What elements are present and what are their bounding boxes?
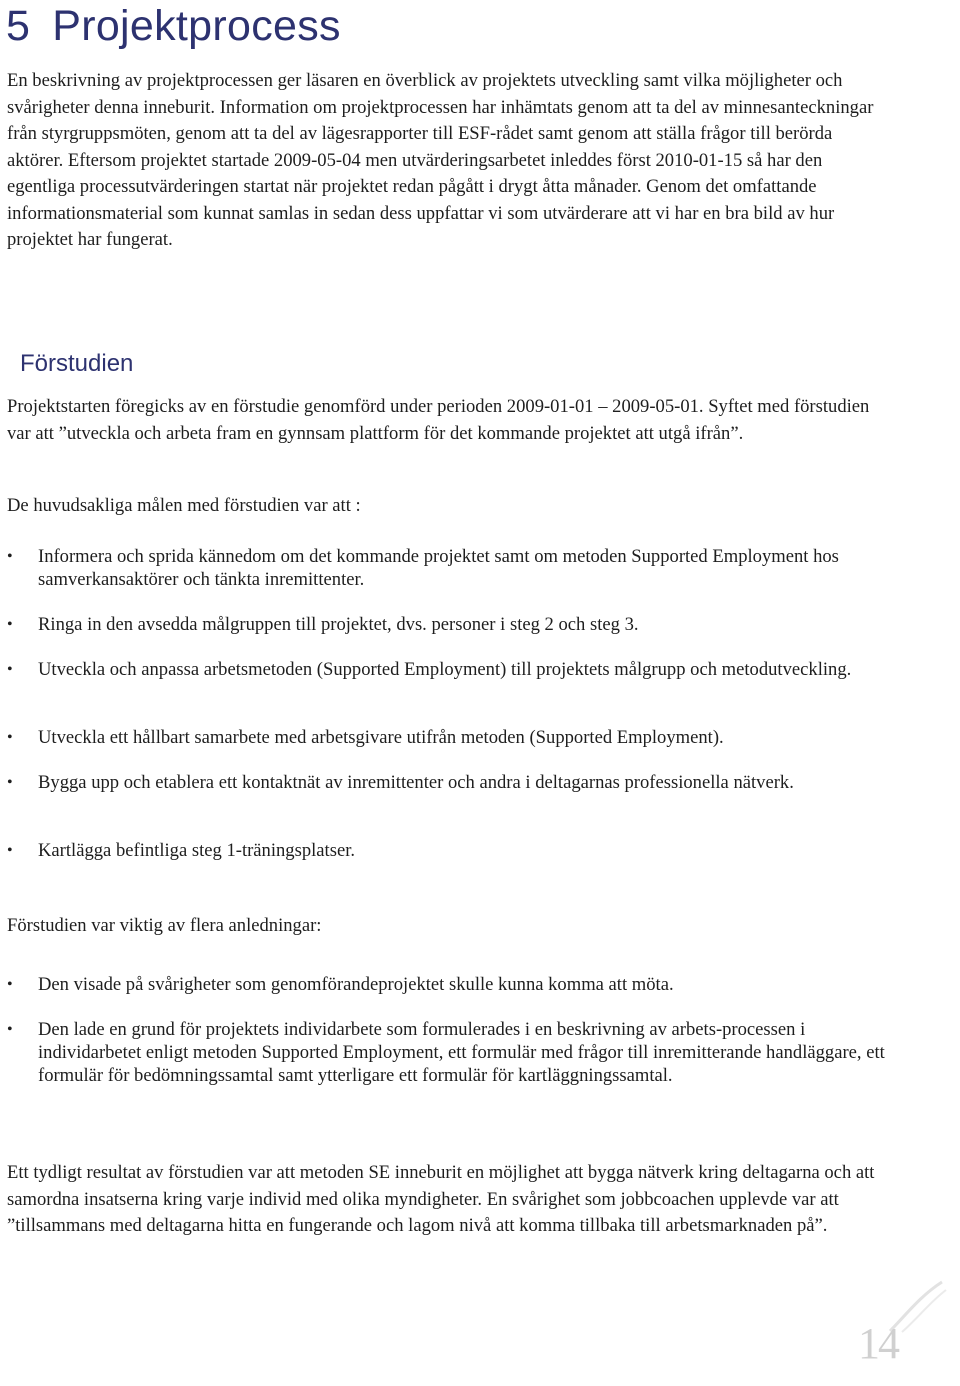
bullet-icon: • <box>7 976 13 993</box>
intro-paragraph: En beskrivning av projektprocessen ger läsaren en överblick av projektets utveckling samt vilka möjligheter och svårigheter denna inneburit. Information om projektprocessen har inhämtats genom att ta del av minnesanteckningar från styrgruppsmöten, genom att ta del av lägesrapporter till ESF-rådet samt genom att ställa frågor till berörda aktörer. Eftersom projektet startade 2009-05-04 men utvärderingsarbetet inleddes först 2010-01-15 så har den egentliga processutvärderingen startat när projektet redan pågått i drygt åtta månader. Genom det omfattande informationsmaterial som kunnat samlas in sedan dess uppfattar vi som utvärderare att vi har en bra bild av hur projektet har fungerat. <box>7 70 874 250</box>
list-item <box>7 613 887 636</box>
page-number: 14 <box>858 1319 898 1368</box>
chapter-number: 5 <box>6 2 31 50</box>
bullet-icon: • <box>7 661 13 678</box>
list-item <box>7 726 887 749</box>
bullet-icon: • <box>7 774 13 791</box>
list-item <box>7 1018 887 1087</box>
list-item-text: Utveckla och anpassa arbetsmetoden (Supported Employment) till projektets målgrupp och metodutveckling. <box>38 659 852 680</box>
chapter-title-text: Projektprocess <box>52 2 341 50</box>
section-title: Förstudien <box>20 350 134 377</box>
bullet-icon: • <box>7 729 13 746</box>
bullet-icon: • <box>7 1021 13 1038</box>
list-item-text: Bygga upp och etablera ett kontaktnät av inremittenter och andra i deltagarnas professionella nätverk. <box>38 772 794 793</box>
reasons-intro: Förstudien var viktig av flera anledningar: <box>7 915 322 936</box>
bullet-icon: • <box>7 842 13 859</box>
list-item <box>7 658 887 681</box>
section-paragraph: Projektstarten föregicks av en förstudie genomförd under perioden 2009-01-01 – 2009-05-01. Syftet med förstudien var att ”utveckla och arbeta fram en gynnsam plattform för det kommande projektet att utgå ifrån”. <box>7 396 870 444</box>
list-item <box>7 973 887 996</box>
list-item-text: Ringa in den avsedda målgruppen till projektet, dvs. personer i steg 2 och steg 3. <box>38 614 639 635</box>
list-item <box>7 839 887 862</box>
list-item-text: Kartlägga befintliga steg 1-träningsplatser. <box>38 840 356 861</box>
list-item-text: Den visade på svårigheter som genomförandeprojektet skulle kunna komma att möta. <box>38 974 674 995</box>
list-item-text: Informera och sprida kännedom om det kommande projektet samt om metoden Supported Employment hos samverkansaktörer och tänkta inremittenter. <box>38 546 839 590</box>
conclusion-paragraph: Ett tydligt resultat av förstudien var att metoden SE inneburit en möjlighet att bygga nätverk kring deltagarna och att samordna insatserna kring varje individ med olika myndigheter. En svårighet som jobbcoachen upplevde var att ”tillsammans med deltagarna hitta en fungerande och lagom nivå att komma tillbaka till arbetsmarknaden på”. <box>7 1162 875 1236</box>
list-item <box>7 771 887 794</box>
goals-intro: De huvudsakliga målen med förstudien var att : <box>7 495 361 516</box>
list-item <box>7 545 887 591</box>
chapter-title <box>6 2 341 51</box>
list-item-text: Den lade en grund för projektets individarbete som formulerades i en beskrivning av arbets-processen i individarbetet enligt metoden Supported Employment, ett formulär med frågor till inremitterande handläggare, ett formulär för bedömningssamtal samt ytterligare ett formulär för kartläggningssamtal. <box>38 1019 885 1086</box>
bullet-icon: • <box>7 548 13 565</box>
list-item-text: Utveckla ett hållbart samarbete med arbetsgivare utifrån metoden (Supported Employment). <box>38 727 724 748</box>
bullet-icon: • <box>7 616 13 633</box>
